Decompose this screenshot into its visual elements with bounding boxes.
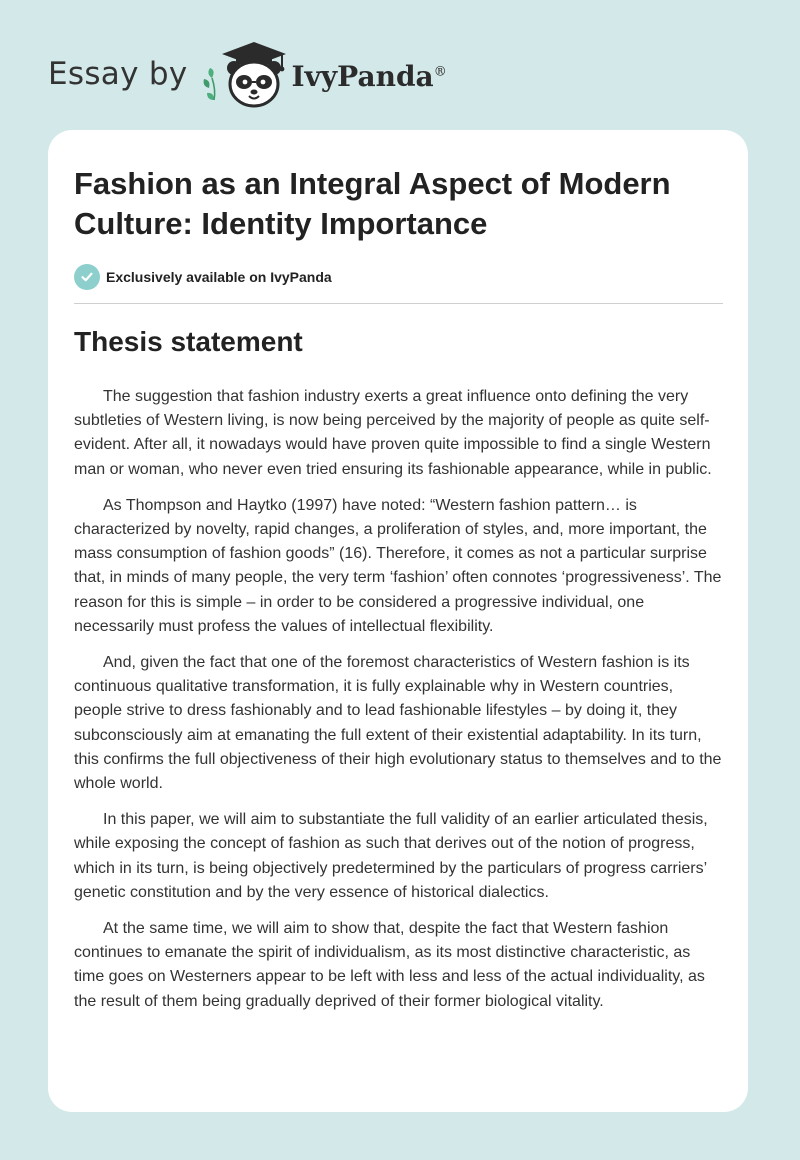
essay-by-label: Essay by [48,56,188,92]
exclusive-badge-text: Exclusively available on IvyPanda [106,269,332,285]
exclusive-badge [74,264,332,290]
body-paragraph: At the same time, we will aim to show that, despite the fact that Western fashion continues to emanate the spirit of individualism, as its most distinctive characteristic, as time goes on Westerners appear to be left with less and less of the actual individuality, as the result of them being gradually deprived of their former biological vitality. [74,920,705,1010]
site-header [48,38,447,110]
body-paragraph: The suggestion that fashion industry exerts a great influence onto defining the very subtleties of Western living, is now being perceived by the majority of people as quite self-evident. After all, it nowadays would have proven quite impossible to find a single Western man or woman, who never even tried ensuring its fashionable appearance, while in public. [74,388,712,478]
brand-text: IvyPanda [291,59,434,93]
body-paragraph: And, given the fact that one of the foremost characteristics of Western fashion is its continuous qualitative transformation, it is fully explainable why in Western countries, people strive to dress fashionably and to lead fashionable lifestyles – by doing it, they subconsciously aim at emanating the full extent of their existential adaptability. In its turn, this confirms the full objectiveness of their high evolutionary status to themselves and to the whole world. [74,654,722,793]
brand-name [292,60,447,93]
essay-card [48,130,748,1112]
essay-title: Fashion as an Integral Aspect of Modern Culture: Identity Importance [74,166,671,241]
checkmark-circle-icon [74,264,100,290]
section-heading: Thesis statement [74,326,303,357]
divider [74,303,723,304]
body-paragraph: In this paper, we will aim to substantiate the full validity of an earlier articulated thesis, while exposing the concept of fashion as such that derives out of the notion of progress, which in its turn, is being objectively predetermined by the particulars of progress carriers’ genetic constitution and by the very essence of historical dialectics. [74,811,708,901]
registered-mark: ® [433,64,447,80]
panda-graduate-logo-icon [202,38,290,110]
body-paragraph: As Thompson and Haytko (1997) have noted: “Western fashion pattern… is characterized by novelty, rapid changes, a proliferation of styles, and, more important, the mass consumption of fashion goods” (16). Therefore, it comes as not a particular surprise that, in minds of many people, the very term ‘fashion’ often connotes ‘progressiveness’. The reason for this is simple – in order to be considered a progressive individual, one necessarily must profess the values of intellectual flexibility. [74,496,722,635]
essay-body [74,385,724,1026]
